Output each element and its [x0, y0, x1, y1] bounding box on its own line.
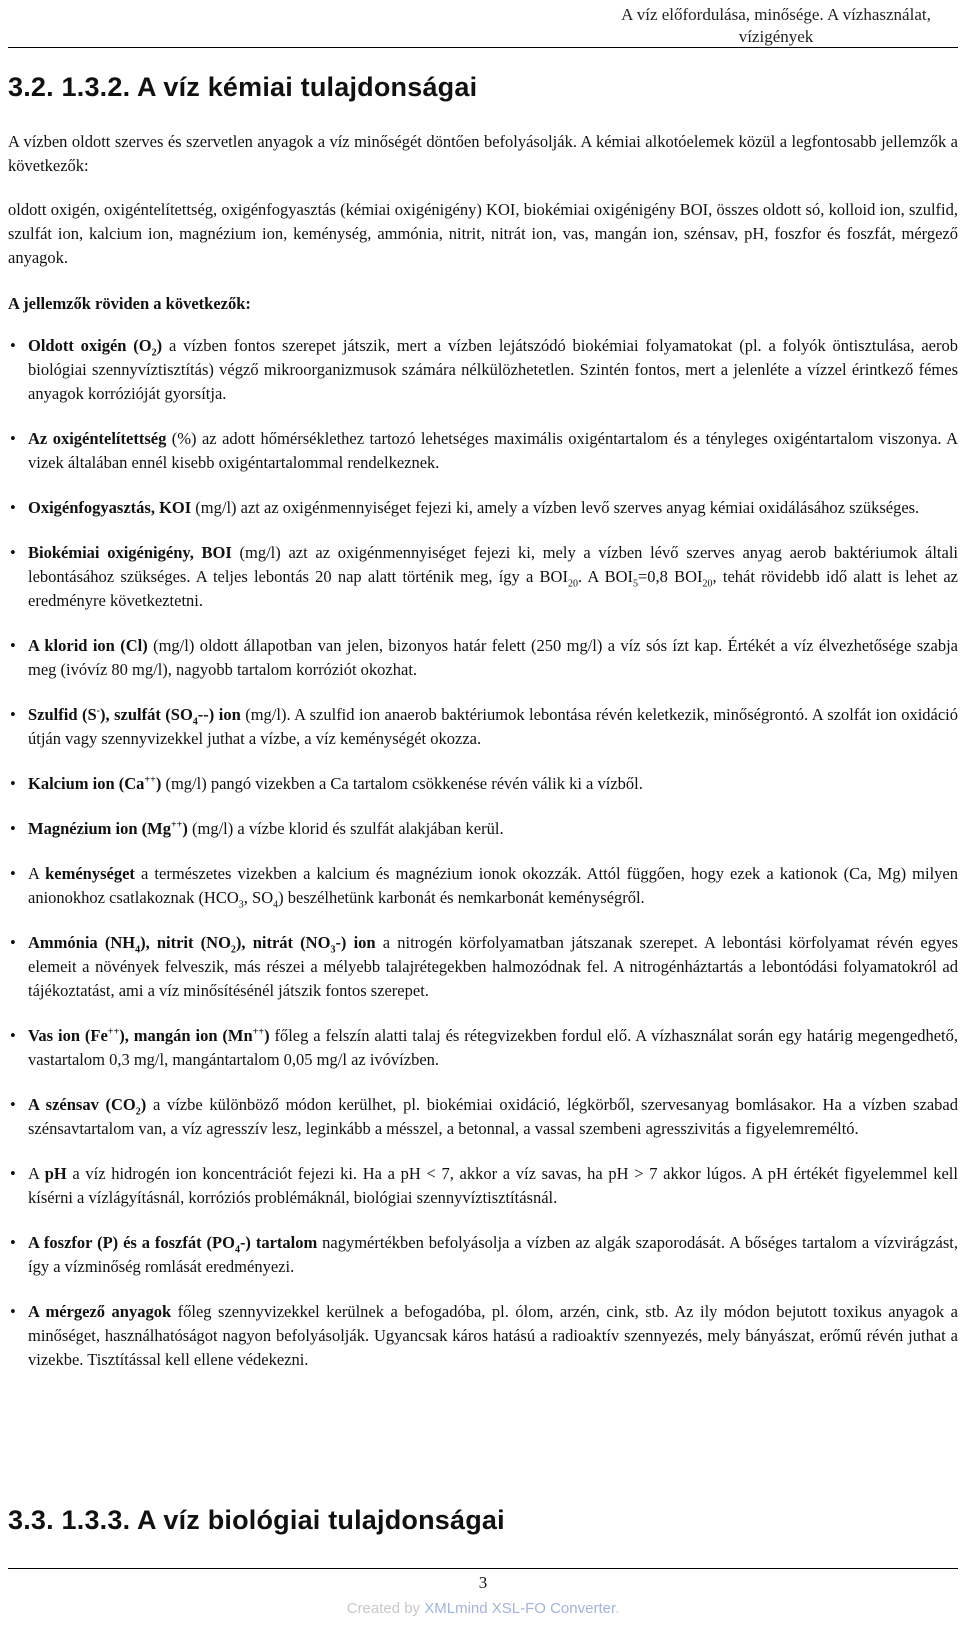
- subscript: 20: [567, 578, 578, 590]
- parameter-list-paragraph: oldott oxigén, oxigéntelítettség, oxigénfogyasztás (kémiai oxigénigény) KOI, biokémiai oxigénigény BOI, összes oldott só, kolloid ion, szulfid, szulfát ion, kalcium ion, magnézium ion, keménység, ammónia, nitrit, nitrát ion, vas, mangán ion, szénsav, pH, foszfor és foszfát, mérgező anyagok.: [8, 200, 958, 267]
- item-text: a vízben fontos szerepet játszik, mert a vízben lejátszódó biokémiai folyamatokat (pl. a folyók öntisztulása, aerob biológiai szennyvíztisztítás) végző mikroorganizmusok számára nélkülözhetetlen. Szintén fontos, mert a jelenléte a vízzel érintkező fémes anyagok korrózióját gyorsítja.: [28, 336, 958, 403]
- section-heading-biological: 3.3. 1.3.3. A víz biológiai tulajdonságai: [8, 1505, 505, 1535]
- item-text: A: [28, 864, 46, 883]
- term: Szulfid (S: [28, 705, 97, 724]
- item-text: (mg/l) a vízbe klorid és szulfát alakjában kerül.: [187, 819, 504, 838]
- term: A foszfor (P) és a foszfát (PO: [28, 1233, 235, 1252]
- term: Magnézium ion (Mg: [28, 819, 171, 838]
- term: ): [155, 774, 162, 793]
- subscript: 4: [273, 899, 279, 911]
- item-text: . A BOI: [577, 567, 633, 586]
- item-text: , tehát rövidebb idő alatt is lehet az eredményre következtetni.: [28, 567, 958, 610]
- list-item-oxygen: [8, 334, 958, 406]
- term: Biokémiai oxigénigény, BOI: [28, 543, 232, 562]
- item-text: a vízbe különböző módon kerülhet, pl. biokémiai oxidáció, légkörből, szervesanyag bomlásakor. Ha a vízben szabad szénsavtartalom van, a víz agresszív lesz, leginkább a mésszel, a betonnal, a vassal szembeni agresszivitás a figyelemreméltó.: [28, 1095, 959, 1138]
- bullet: •: [10, 705, 16, 724]
- term: pH: [44, 1164, 67, 1183]
- term: Oxigénfogyasztás, KOI: [28, 498, 192, 517]
- section-heading-chemical: 3.2. 1.3.2. A víz kémiai tulajdonságai: [8, 72, 478, 102]
- bullet: •: [10, 1095, 16, 1114]
- subscript: 2: [151, 347, 157, 359]
- term: ), mangán ion (Mn: [119, 1026, 253, 1045]
- bullet: •: [10, 636, 16, 655]
- term: -) tartalom: [239, 1233, 318, 1252]
- term: keménységet: [45, 864, 135, 883]
- subscript: 2: [230, 944, 236, 956]
- running-header: A víz előfordulása, minősége. A vízhasználat, vízigények: [621, 5, 931, 46]
- list-item-carbonic-acid: [8, 1093, 958, 1141]
- superscript: ++: [107, 1026, 120, 1038]
- list-item-phosphorus: [8, 1231, 958, 1279]
- item-text: A: [28, 1164, 45, 1183]
- term: -) ion: [335, 933, 376, 952]
- superscript: ++: [252, 1026, 265, 1038]
- item-text: (mg/l) pangó vizekben a Ca tartalom csökkenése révén válik ki a vízből.: [161, 774, 643, 793]
- subscript: 3: [330, 944, 336, 956]
- term: ), nitrit (NO: [140, 933, 231, 952]
- credit-suffix: .: [615, 1600, 620, 1617]
- bullet: •: [10, 933, 16, 952]
- term: A mérgező anyagok: [28, 1302, 172, 1321]
- term: ), szulfát (SO: [100, 705, 193, 724]
- subscript: 4: [234, 1244, 240, 1256]
- bullet: •: [10, 819, 16, 838]
- list-item-iron: [8, 1024, 958, 1072]
- superscript: ++: [144, 774, 156, 786]
- bullet: •: [10, 1026, 16, 1045]
- credit-brand-link[interactable]: XMLmind XSL-FO Converter: [424, 1600, 616, 1617]
- subscript: 5: [633, 578, 638, 590]
- list-item-magnesium: [8, 817, 958, 841]
- intro-paragraph: A vízben oldott szerves és szervetlen anyagok a víz minőségét döntően befolyásolják. A kémiai alkotóelemek közül a legfontosabb jellemzők a következők:: [8, 132, 958, 175]
- term: Az oxigéntelítettség: [28, 429, 167, 448]
- list-item-boi: [8, 541, 958, 613]
- page-number: 3: [478, 1573, 488, 1592]
- item-text: a nitrogén körfolyamatban játszanak szerepet. A lebontási körfolyamat révén egyes elemeit a növények felveszik, más részei a mélyebb talajrétegekben halmozódnak fel. A nitrogénháztartás a lebontódási folyamatokról ad tájékoztatást, ami a víz minősítésénél játszik fontos szerepet.: [28, 933, 958, 1000]
- item-text: főleg szennyvizekkel kerülnek a befogadóba, pl. ólom, arzén, cink, stb. Az ily módon bejutott toxikus anyagok a minőséget, használhatóságot nagyon befolyásolják. Ugyancsak káros hatású a radioaktív szennyezés, mely bányászat, erőmű révén juthat a vizekbe. Tisztítással kell ellene védekezni.: [28, 1302, 958, 1369]
- list-item-chloride: [8, 634, 958, 682]
- list-item-ph: [8, 1162, 958, 1210]
- term: ): [264, 1026, 270, 1045]
- bullet: •: [10, 774, 16, 793]
- bullet: •: [10, 498, 16, 517]
- list-item-ammonia: [8, 931, 958, 1003]
- list-item-sulfide: [8, 703, 958, 751]
- list-item-hardness: [8, 862, 958, 910]
- list-item-koi: [8, 496, 958, 520]
- item-text: főleg a felszín alatti talaj és rétegvizekben fordul elő. A vízhasználat során egy határig megengedhető, vastartalom 0,3 mg/l, mangántartalom 0,05 mg/l az ivóvízben.: [28, 1026, 958, 1069]
- list-item-saturation: [8, 427, 958, 475]
- credit-prefix: Created by: [346, 1600, 425, 1617]
- item-text: (mg/l) azt az oxigénmennyiséget fejezi ki, mely a vízben lévő szerves anyag aerob baktériumok általi lebontásához szükséges. A teljes lebontás 20 nap alatt történik meg, így a BOI: [28, 543, 958, 586]
- term: ), nitrát (NO: [235, 933, 331, 952]
- subscript: 4: [192, 716, 198, 728]
- footer-rule: [8, 1568, 958, 1569]
- bullet: •: [10, 1164, 16, 1183]
- term: Oldott oxigén (O: [28, 336, 152, 355]
- document-page: [8, 0, 958, 1625]
- bullet: •: [10, 336, 16, 355]
- superscript: -: [96, 705, 100, 717]
- term: A szénsav (CO: [28, 1095, 136, 1114]
- term: A klorid ion (Cl): [28, 636, 148, 655]
- subscript: 2: [135, 1106, 141, 1118]
- bullet: •: [10, 1233, 16, 1252]
- list-item-calcium: [8, 772, 958, 796]
- bullet: •: [10, 1302, 16, 1321]
- item-text: ) beszélhetünk karbonát és nemkarbonát keménységről.: [278, 888, 645, 907]
- term: Kalcium ion (Ca: [28, 774, 145, 793]
- bullet: •: [10, 543, 16, 562]
- lead-sentence: A jellemzők röviden a következők:: [8, 294, 251, 313]
- item-text: (mg/l) azt az oxigénmennyiséget fejezi ki, amely a vízben levő szerves anyag kémiai oxidálásához szükséges.: [191, 498, 920, 517]
- subscript: 4: [135, 944, 141, 956]
- item-text: a víz hidrogén ion koncentrációt fejezi ki. Ha a pH < 7, akkor a víz savas, ha pH > 7 akkor lúgos. A pH értékét figyelemmel kell kísérni a vízlágyításnál, korróziós problémáknál, biológiai szennyvíztisztításnál.: [28, 1164, 958, 1207]
- characteristics-list: [8, 334, 958, 1393]
- subscript: 20: [702, 578, 713, 590]
- item-text: , SO: [243, 888, 274, 907]
- term: ): [156, 336, 163, 355]
- item-text: =0,8 BOI: [638, 567, 703, 586]
- converter-credit: [8, 1600, 958, 1617]
- item-text: a természetes vizekben a kalcium és magnézium ionok okozzák. Attól függően, hogy ezek a kationok (Ca, Mg) milyen anionokhoz csatlakoznak (HCO: [28, 864, 958, 907]
- term: --) ion: [197, 705, 241, 724]
- term: ): [140, 1095, 147, 1114]
- header-rule: [8, 47, 958, 48]
- bullet: •: [10, 429, 16, 448]
- list-item-toxic: [8, 1300, 958, 1372]
- term: ): [182, 819, 188, 838]
- item-text: (%) az adott hőmérséklethez tartozó lehetséges maximális oxigéntartalom és a tényleges oxigéntartalom viszonya. A vizek általában ennél kisebb oxigéntartalommal rendelkeznek.: [28, 429, 958, 472]
- term: Ammónia (NH: [28, 933, 136, 952]
- superscript: ++: [170, 819, 183, 831]
- item-text: (mg/l). A szulfid ion anaerob baktériumok lebontása révén keletkezik, minőségrontó. A szolfát ion oxidáció útján vagy szennyvizekkel juthat a vízbe, a víz keménységét okozza.: [28, 705, 959, 748]
- item-text: nagymértékben befolyásolja a vízben az algák szaporodását. A bőséges tartalom a vízvirágzást, így a vízminőség romlását eredményezi.: [28, 1233, 959, 1276]
- bullet: •: [10, 864, 16, 883]
- term: Vas ion (Fe: [28, 1026, 108, 1045]
- item-text: (mg/l) oldott állapotban van jelen, bizonyos határ felett (250 mg/l) a víz sós ízt kap. Értékét a víz élvezhetősége szabja meg (ivóvíz 80 mg/l), nagyobb tartalom korróziót okozhat.: [28, 636, 958, 679]
- subscript: 3: [238, 899, 244, 911]
